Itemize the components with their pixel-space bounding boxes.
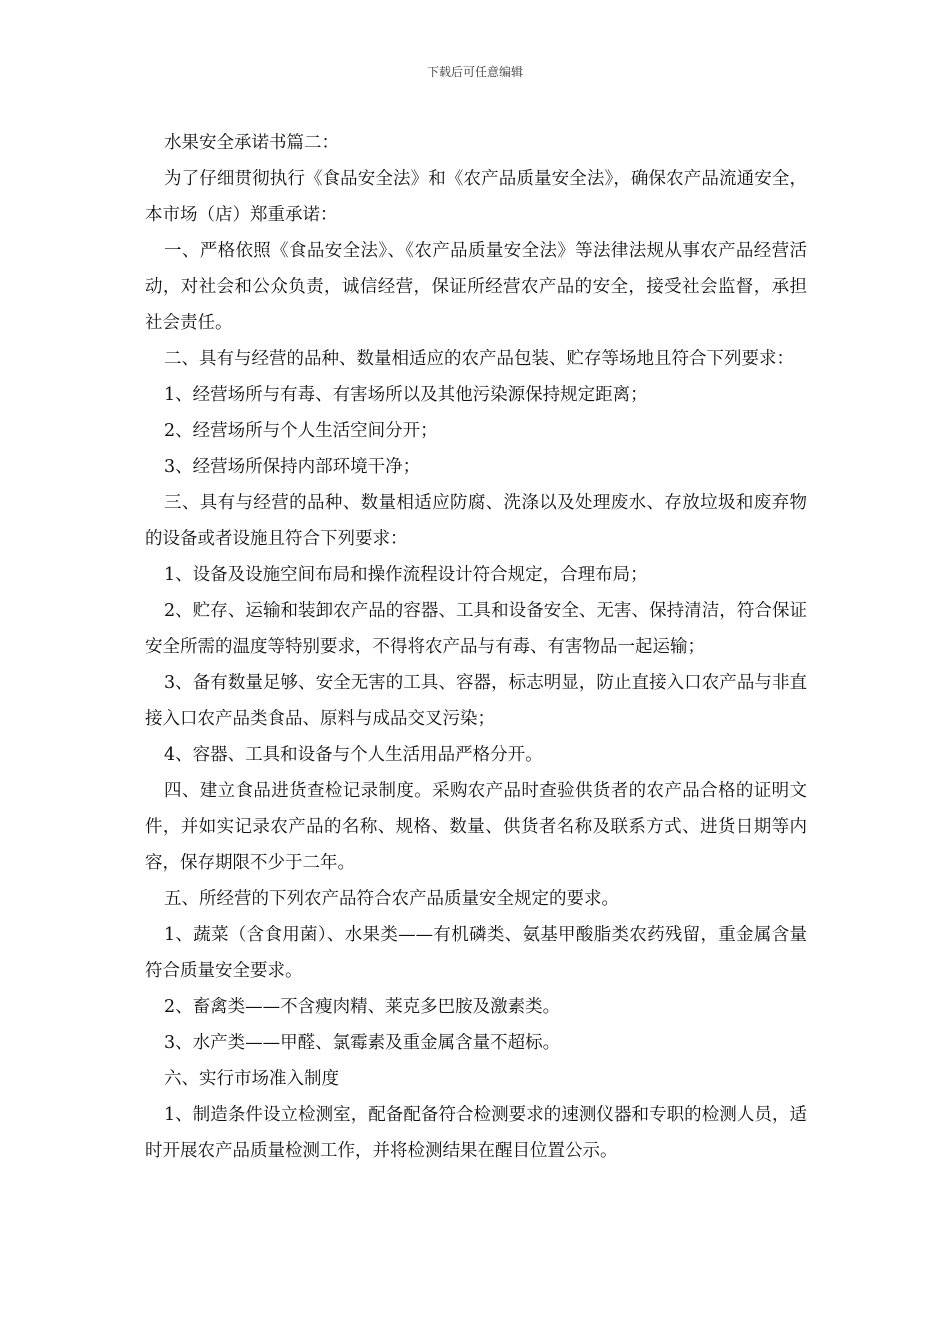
paragraph-section-3-item-3: 3、备有数量足够、安全无害的工具、容器，标志明显，防止直接入口农产品与非直接入口农产品类食品、原料与成品交叉污染； xyxy=(145,673,807,729)
paragraph-section-2-item-1: 1、经营场所与有毒、有害场所以及其他污染源保持规定距离； xyxy=(164,385,648,405)
page-header-note: 下载后可任意编辑 xyxy=(426,65,523,79)
paragraph-section-6-item-1: 1、制造条件设立检测室，配备配备符合检测要求的速测仪器和专职的检测人员，适时开展农产品质量检测工作，并将检测结果在醒目位置公示。 xyxy=(145,1105,807,1161)
paragraph-section-3-item-4: 4、容器、工具和设备与个人生活用品严格分开。 xyxy=(164,745,543,765)
paragraph-section-4: 四、建立食品进货查检记录制度。采购农产品时查验供货者的农产品合格的证明文件，并如实记录农产品的名称、规格、数量、供货者名称及联系方式、进货日期等内容，保存期限不少于二年。 xyxy=(145,781,807,873)
paragraph-section-5-item-2: 2、畜禽类——不含瘦肉精、莱克多巴胺及激素类。 xyxy=(164,997,561,1017)
document-body xyxy=(145,125,807,1169)
paragraph-section-3: 三、具有与经营的品种、数量相适应防腐、洗涤以及处理废水、存放垃圾和废弃物的设备或者设施且符合下列要求： xyxy=(145,493,807,549)
paragraph-section-6: 六、实行市场准入制度 xyxy=(164,1069,339,1089)
paragraph-section-5: 五、所经营的下列农产品符合农产品质量安全规定的要求。 xyxy=(164,889,619,909)
paragraph-section-2: 二、具有与经营的品种、数量相适应的农产品包装、贮存等场地且符合下列要求： xyxy=(164,349,794,369)
paragraph-section-3-item-1: 1、设备及设施空间布局和操作流程设计符合规定，合理布局； xyxy=(164,565,648,585)
paragraph-section-1: 一、严格依照《食品安全法》、《农产品质量安全法》等法律法规从事农产品经营活动，对社会和公众负责，诚信经营，保证所经营农产品的安全，接受社会监督，承担社会责任。 xyxy=(145,241,807,333)
document-title: 水果安全承诺书篇二： xyxy=(164,133,339,153)
paragraph-section-2-item-3: 3、经营场所保持内部环境干净； xyxy=(164,457,421,477)
paragraph-section-2-item-2: 2、经营场所与个人生活空间分开； xyxy=(164,421,438,441)
paragraph-section-3-item-2: 2、贮存、运输和装卸农产品的容器、工具和设备安全、无害、保持清洁，符合保证安全所需的温度等特别要求，不得将农产品与有毒、有害物品一起运输； xyxy=(145,601,807,657)
paragraph-section-5-item-3: 3、水产类——甲醛、氯霉素及重金属含量不超标。 xyxy=(164,1033,561,1053)
paragraph-section-5-item-1: 1、蔬菜（含食用菌）、水果类——有机磷类、氨基甲酸脂类农药残留，重金属含量符合质量安全要求。 xyxy=(145,925,807,981)
paragraph-preamble: 为了仔细贯彻执行《食品安全法》和《农产品质量安全法》，确保农产品流通安全，本市场（店）郑重承诺： xyxy=(145,169,807,225)
